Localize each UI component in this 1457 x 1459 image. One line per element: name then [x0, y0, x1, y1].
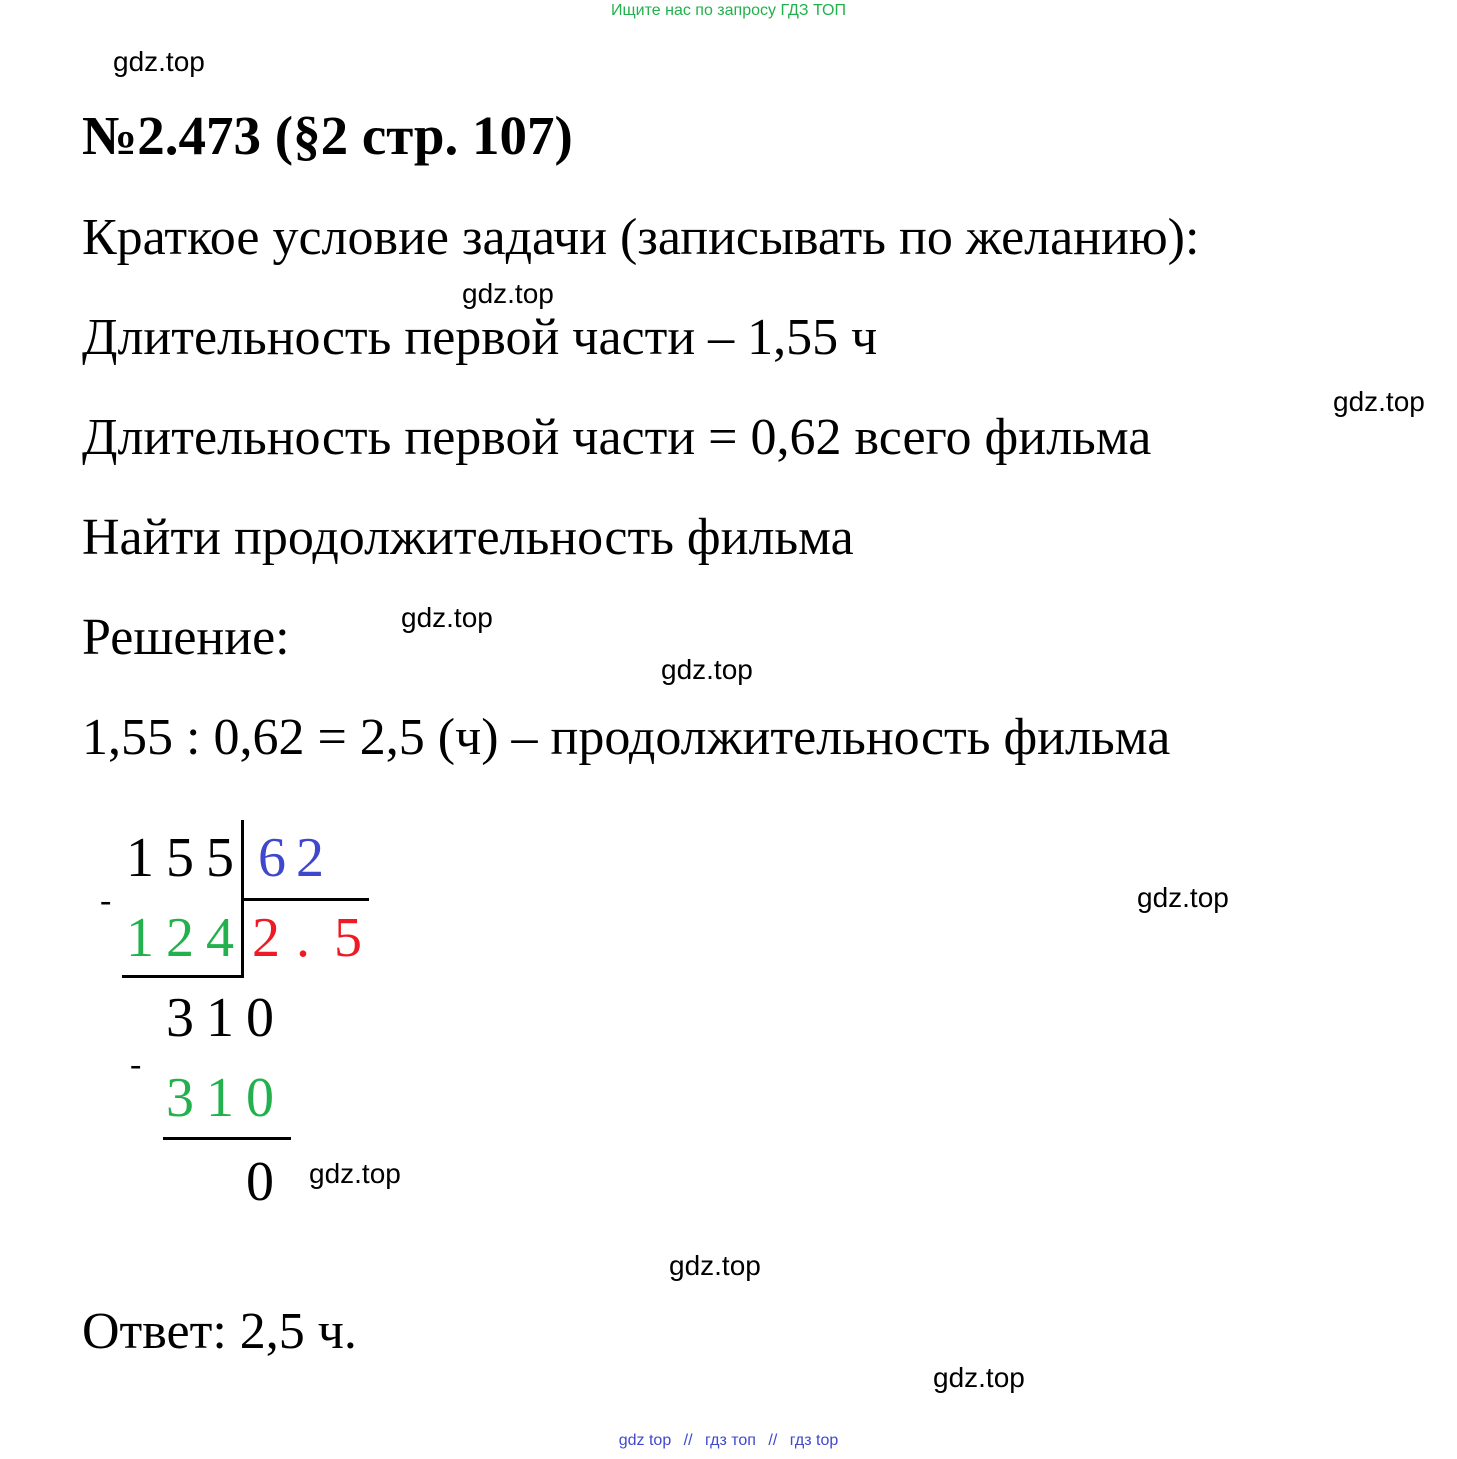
- quotient-underline: [241, 898, 369, 901]
- watermark: gdz.top: [462, 278, 554, 309]
- subtrahend-digit: 1: [206, 1067, 234, 1129]
- watermark: gdz.top: [1333, 386, 1425, 417]
- problem-title: №2.473 (§2 стр. 107): [82, 105, 573, 166]
- subtrahend-digit: 0: [246, 1067, 274, 1129]
- top-banner: Ищите нас по запросу ГДЗ ТОП: [611, 2, 846, 19]
- dividend-digit: 5: [166, 827, 194, 889]
- find-line: Найти продолжительность фильма: [82, 509, 854, 566]
- answer-line: Ответ: 2,5 ч.: [82, 1303, 357, 1360]
- equation-line: 1,55 : 0,62 = 2,5 (ч) – продолжительность фильма: [82, 709, 1171, 766]
- subtrahend-digit: 2: [166, 907, 194, 969]
- watermark: gdz.top: [933, 1362, 1025, 1393]
- footer-separator: //: [683, 1432, 693, 1449]
- footer-text: gdz top: [618, 1432, 672, 1449]
- remainder-digit: 1: [206, 987, 234, 1049]
- divisor-digit: 6: [258, 827, 286, 889]
- minus-sign: -: [130, 1046, 142, 1083]
- dividend-digit: 5: [206, 827, 234, 889]
- footer-text: гдз топ: [705, 1432, 756, 1449]
- solution-label: Решение:: [82, 609, 290, 666]
- quotient-digit: 2: [252, 907, 280, 969]
- remainder-digit: 3: [166, 987, 194, 1049]
- given-fraction-line: Длительность первой части = 0,62 всего фильма: [82, 409, 1152, 466]
- quotient-digit: .: [296, 907, 310, 969]
- watermark: gdz.top: [661, 654, 753, 685]
- watermark: gdz.top: [309, 1158, 401, 1189]
- divisor-digit: 2: [296, 827, 324, 889]
- watermark: gdz.top: [1137, 882, 1229, 913]
- subtrahend-digit: 4: [206, 907, 234, 969]
- minus-sign: -: [100, 882, 112, 919]
- watermark: gdz.top: [113, 46, 205, 77]
- condition-heading: Краткое условие задачи (записывать по желанию):: [82, 209, 1200, 266]
- footer-text: гдз top: [789, 1432, 839, 1449]
- final-remainder: 0: [246, 1151, 274, 1213]
- remainder-digit: 0: [246, 987, 274, 1049]
- subtrahend-digit: 1: [126, 907, 154, 969]
- watermark: gdz.top: [669, 1250, 761, 1281]
- first-subtraction-line: [122, 975, 244, 978]
- second-subtraction-line: [163, 1137, 291, 1140]
- watermark: gdz.top: [401, 602, 493, 633]
- footer-separator: //: [768, 1432, 778, 1449]
- quotient-digit: 5: [334, 907, 362, 969]
- footer: [0, 1432, 1457, 1450]
- given-duration-line: Длительность первой части – 1,55 ч: [82, 309, 878, 366]
- subtrahend-digit: 3: [166, 1067, 194, 1129]
- dividend-digit: 1: [126, 827, 154, 889]
